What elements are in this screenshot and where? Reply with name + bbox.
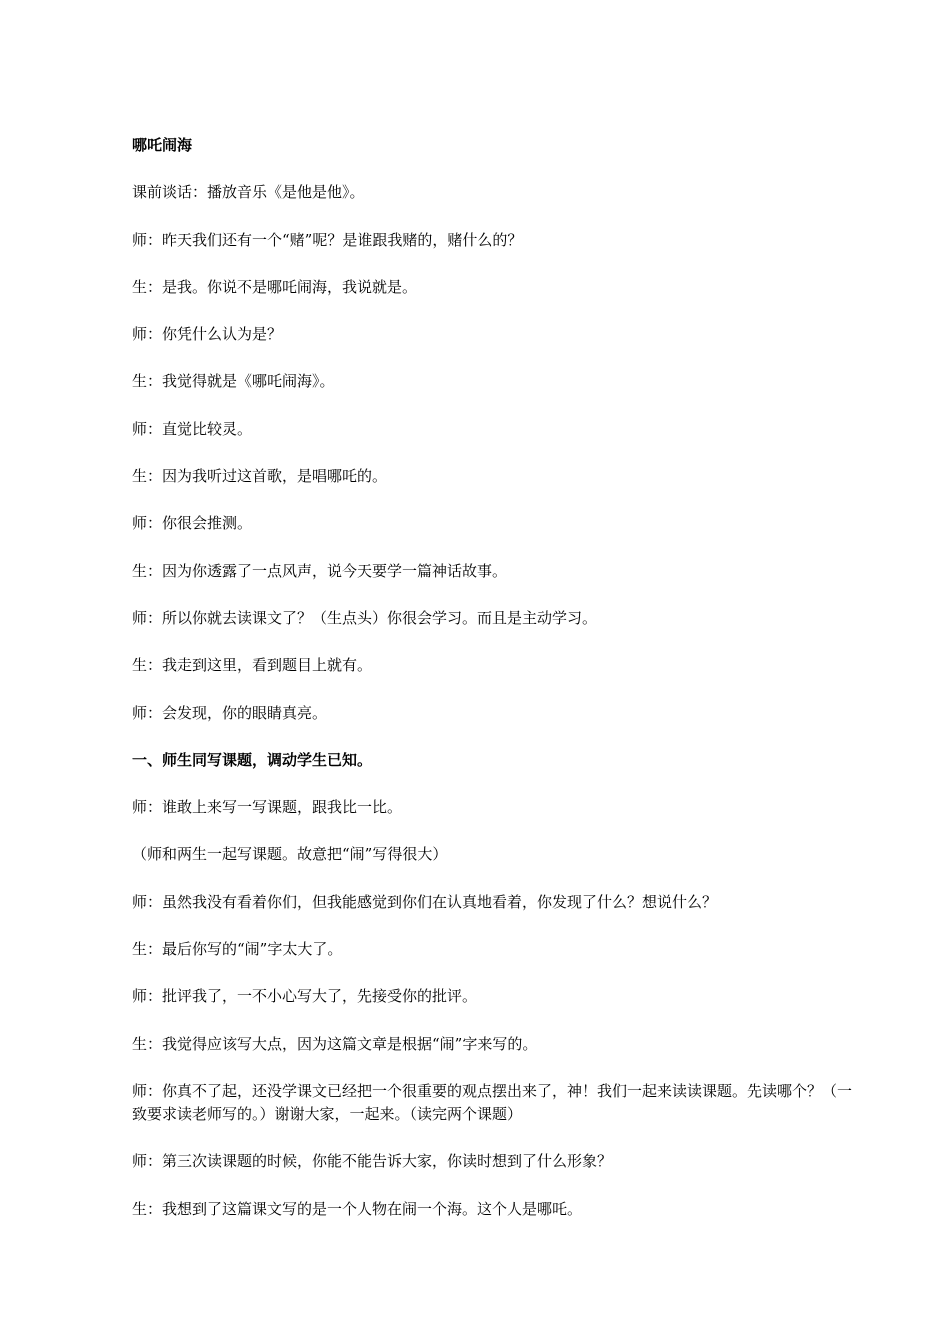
paragraph: 生：是我。你说不是哪吒闹海，我说就是。 bbox=[132, 277, 418, 296]
paragraph: 生：我觉得应该写大点，因为这篇文章是根据“闹”字来写的。 bbox=[132, 1034, 538, 1053]
paragraph: 师：所以你就去读课文了？（生点头）你很会学习。而且是主动学习。 bbox=[132, 608, 598, 627]
paragraph: 生：最后你写的“闹”字太大了。 bbox=[132, 940, 343, 959]
paragraph: 师：你很会推测。 bbox=[132, 514, 253, 533]
paragraph: 师：你凭什么认为是？ bbox=[132, 325, 283, 344]
paragraph: 师：你真不了起，还没学课文已经把一个很重要的观点摆出来了，神！我们一起来读读课题。先读哪个？（一致要求读老师写的。）谢谢大家，一起来。（读完两个课题） bbox=[132, 1081, 853, 1123]
paragraph: 师：谁敢上来写一写课题，跟我比一比。 bbox=[132, 798, 403, 817]
paragraph: 师：昨天我们还有一个“赌”呢？是谁跟我赌的，赌什么的？ bbox=[132, 230, 523, 249]
paragraph: 生：我想到了这篇课文写的是一个人物在闹一个海。这个人是哪吒。 bbox=[132, 1199, 583, 1218]
section-heading: 一、师生同写课题，调动学生已知。 bbox=[132, 750, 373, 769]
paragraph: 师：直觉比较灵。 bbox=[132, 419, 253, 438]
paragraph: 生：因为我听过这首歌，是唱哪吒的。 bbox=[132, 467, 388, 486]
paragraph: 生：我走到这里，看到题目上就有。 bbox=[132, 656, 373, 675]
paragraph-intro: 课前谈话：播放音乐《是他是他》。 bbox=[132, 183, 365, 202]
paragraph: 师：虽然我没有看着你们，但我能感觉到你们在认真地看着，你发现了什么？想说什么？ bbox=[132, 892, 718, 911]
paragraph: 师：第三次读课题的时候，你能不能告诉大家，你读时想到了什么形象？ bbox=[132, 1152, 613, 1171]
document-title: 哪吒闹海 bbox=[132, 136, 193, 154]
paragraph: 师：会发现，你的眼睛真亮。 bbox=[132, 703, 328, 722]
paragraph: 师：批评我了，一不小心写大了，先接受你的批评。 bbox=[132, 987, 478, 1006]
document-body bbox=[132, 134, 852, 1245]
paragraph: 生：因为你透露了一点风声，说今天要学一篇神话故事。 bbox=[132, 561, 508, 580]
paragraph-stage-direction: （师和两生一起写课题。故意把“闹”写得很大） bbox=[132, 845, 448, 864]
paragraph: 生：我觉得就是《哪吒闹海》。 bbox=[132, 372, 335, 391]
